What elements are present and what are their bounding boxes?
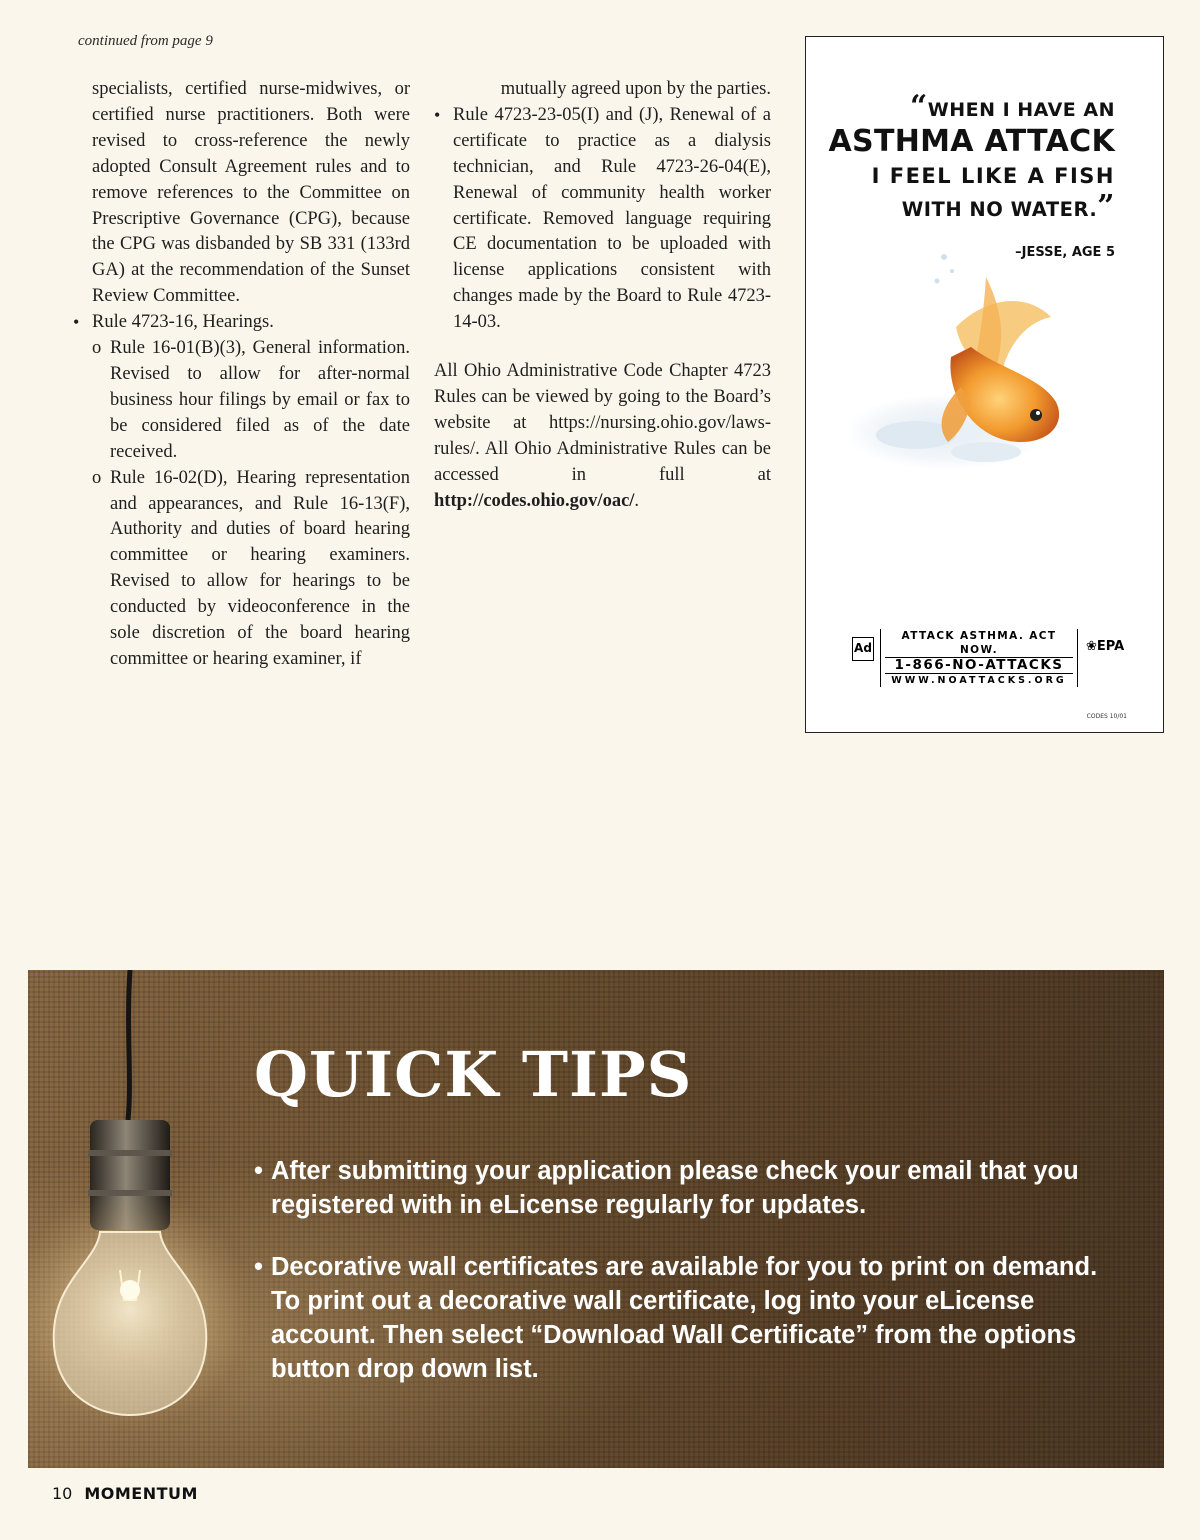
list-item bbox=[73, 466, 410, 673]
continued-note: continued from page 9 bbox=[78, 33, 213, 49]
rule-hearings: Rule 4723-16, Hearings. bbox=[92, 312, 274, 333]
article-column-1 bbox=[73, 77, 410, 673]
codes-link[interactable]: http://codes.ohio.gov/oac/ bbox=[434, 490, 635, 511]
ad-quote-line3: I FEEL LIKE A FISH bbox=[871, 164, 1115, 188]
epa-logo: ❀EPA bbox=[1086, 639, 1125, 654]
close-quote-mark: ” bbox=[1097, 189, 1115, 224]
ad-footer bbox=[852, 629, 1125, 686]
article-column-2 bbox=[434, 77, 771, 515]
rules-paragraph bbox=[434, 359, 771, 514]
column1-intro: specialists, certified nurse-midwives, or certified nurse practitioners. Both were revised to cross-reference the newly adopted Consult Agreement rules and to remove references to the Committee on Prescriptive Governance (CPG), because the CPG was disbanded by SB 331 (133rd GA) at the recommendation of the Sunset Review Committee. bbox=[92, 79, 410, 307]
open-quote-mark: “ bbox=[909, 89, 928, 124]
sub-bullet-marker: o bbox=[92, 467, 102, 488]
list-item bbox=[73, 310, 410, 336]
list-item: • After submitting your application please check your email that you registered with in eLicense regularly for updates. bbox=[254, 1154, 1114, 1222]
ad-council-logo: Ad bbox=[852, 637, 874, 661]
rule-4723-23: Rule 4723-23-05(I) and (J), Renewal of a certificate to practice as a dialysis technician, and Rule 4723-26-04(E), Renewal of community health worker certificate. Removed language requiring CE documentation to be uploaded with license applications consistent with changes made by the Board to Rule 4723-14-03. bbox=[453, 104, 771, 333]
tips-title: QUICK TIPS bbox=[254, 1038, 693, 1111]
ad-quote bbox=[815, 89, 1115, 225]
list-item: • Decorative wall certificates are available for you to print on demand. To print out a decorative wall certificate, log into your eLicense account. Then select “Download Wall Certificate” from the options button drop down list. bbox=[254, 1250, 1114, 1386]
ad-cta: ATTACK ASTHMA. ACT NOW. bbox=[885, 629, 1073, 658]
ad-url: WWW.NOATTACKS.ORG bbox=[891, 675, 1067, 686]
list-item bbox=[434, 103, 771, 336]
asthma-ad bbox=[805, 36, 1164, 733]
quick-tips-panel bbox=[28, 970, 1164, 1468]
ad-code: CODES 10/01 bbox=[1086, 713, 1127, 720]
rules-paragraph-end: . bbox=[634, 490, 640, 511]
ad-phone: 1-866-NO-ATTACKS bbox=[885, 658, 1073, 674]
tips-list bbox=[254, 1154, 1114, 1414]
ad-attribution: –JESSE, AGE 5 bbox=[1015, 245, 1115, 260]
column2-bullet-list bbox=[434, 103, 771, 336]
ad-contact-block bbox=[880, 629, 1078, 687]
rule-16-01: Rule 16-01(B)(3), General information. Revised to allow for after-normal business hour filings by email or fax to be considered filed as of the date received. bbox=[110, 338, 410, 462]
page-number: 10 bbox=[52, 1484, 73, 1503]
ad-quote-line2: ASTHMA ATTACK bbox=[828, 124, 1115, 159]
page-footer bbox=[52, 1484, 198, 1503]
column2-continuation: mutually agreed upon by the parties. bbox=[500, 79, 771, 99]
epa-label: EPA bbox=[1096, 639, 1125, 654]
ad-quote-line1: WHEN I HAVE AN bbox=[927, 99, 1115, 121]
magazine-name: MOMENTUM bbox=[84, 1484, 198, 1503]
sub-bullet-marker: o bbox=[92, 338, 102, 359]
ad-quote-line4: WITH NO WATER. bbox=[901, 198, 1098, 221]
rules-paragraph-text: All Ohio Administrative Code Chapter 4723 Rules can be viewed by going to the Board’s website at https://nursing.ohio.gov/laws-rules/. All Ohio Administrative Rules can be accessed in full at bbox=[434, 361, 771, 485]
rule-16-02: Rule 16-02(D), Hearing representation and appearances, and Rule 16-13(F), Authority and duties of board hearing committee or hearing examiners. Revised to allow for hearings to be conducted by videoconference in the sole discretion of the board hearing committee or hearing examiner, if bbox=[110, 467, 410, 669]
list-item bbox=[73, 336, 410, 466]
light-bulb-image bbox=[28, 970, 248, 1468]
goldfish-image bbox=[836, 237, 1136, 497]
column1-bullet-list bbox=[73, 310, 410, 673]
